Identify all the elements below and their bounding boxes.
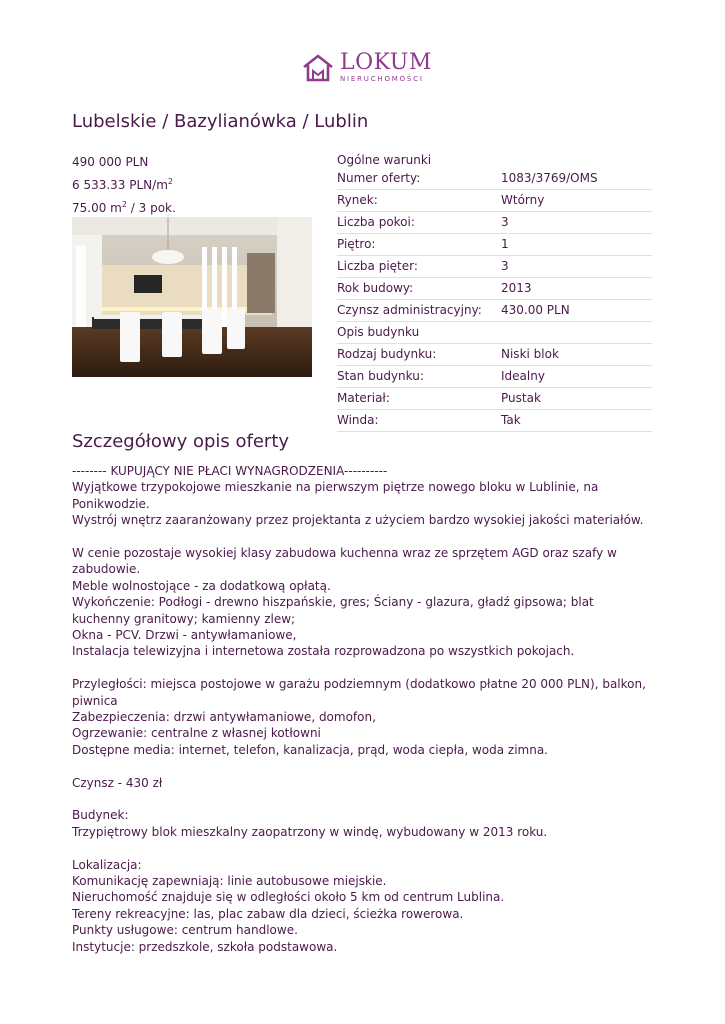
spec-row xyxy=(337,278,652,300)
spec-value: Tak xyxy=(501,413,521,427)
spec-value: 430.00 PLN xyxy=(501,303,570,317)
spec-label: Rynek: xyxy=(337,193,378,207)
paragraph-gap xyxy=(72,529,652,545)
spec-value: Niski blok xyxy=(501,347,559,361)
price-block xyxy=(72,152,176,218)
description-heading: Szczegółowy opis oferty xyxy=(72,431,290,452)
spec-label: Piętro: xyxy=(337,237,376,251)
logo-subtitle: NIERUCHOMOŚCI xyxy=(340,75,424,83)
spec-label: Czynsz administracyjny: xyxy=(337,303,482,317)
spec-label: Winda: xyxy=(337,413,379,427)
specs-heading: Ogólne warunki xyxy=(337,153,432,167)
spec-label: Materiał: xyxy=(337,391,390,405)
spec-label: Rok budowy: xyxy=(337,281,414,295)
spec-label: Liczba pokoi: xyxy=(337,215,415,229)
spec-label: Rodzaj budynku: xyxy=(337,347,437,361)
spec-value xyxy=(501,322,652,343)
logo-wordmark: LOKUM xyxy=(340,50,432,75)
spec-row xyxy=(337,256,652,278)
spec-value: Idealny xyxy=(501,369,545,383)
page-title: Lubelskie / Bazylianówka / Lublin xyxy=(72,111,369,132)
house-logo-icon xyxy=(302,54,334,82)
spec-row xyxy=(337,410,652,432)
paragraph-gap xyxy=(72,791,652,807)
spec-value: Wtórny xyxy=(501,193,545,207)
spec-value: 3 xyxy=(501,215,509,229)
description-paragraph: Czynsz - 430 zł xyxy=(72,775,163,790)
spec-label: Numer oferty: xyxy=(337,171,421,185)
interior-photo-illustration xyxy=(72,217,312,377)
spec-row xyxy=(337,344,652,366)
spec-value: 1083/3769/OMS xyxy=(501,171,598,185)
spec-row xyxy=(337,366,652,388)
total-price: 490 000 PLN xyxy=(72,155,149,169)
property-photo xyxy=(72,217,312,377)
paragraph-gap xyxy=(72,840,652,856)
description-paragraph: Przyległości: miejsca postojowe w garażu podziemnym (dodatkowo płatne 20 000 PLN), balkon, piwnica Zabezpieczenia: drzwi antywłamaniowe, domofon, Ogrzewanie: centralne z własnej kotłowni Dostępne media: internet, telefon, kanalizacja, prąd, woda ciepła, woda zimna. xyxy=(72,677,646,757)
spec-value: 2013 xyxy=(501,281,532,295)
spec-row xyxy=(337,322,652,344)
logo xyxy=(302,52,432,83)
spec-row xyxy=(337,190,652,212)
spec-label: Stan budynku: xyxy=(337,369,424,383)
spec-row xyxy=(337,212,652,234)
spec-value: Pustak xyxy=(501,391,541,405)
paragraph-gap xyxy=(72,758,652,774)
description-paragraph: Lokalizacja: Komunikację zapewniają: linie autobusowe miejskie. Nieruchomość znajduje się w odległości około 5 km od centrum Lublina. Tereny rekreacyjne: las, plac zabaw dla dzieci, ścieżka rowerowa. Punkty usługowe: centrum handlowe. Instytucje: przedszkole, szkoła podstawowa. xyxy=(72,857,505,954)
description-paragraph: -------- KUPUJĄCY NIE PŁACI WYNAGRODZENIA---------- Wyjątkowe trzypokojowe mieszkanie na pierwszym piętrze nowego bloku w Lublinie, na Ponikwodzie. Wystrój wnętrz zaaranżowany przez projektanta z użyciem bardzo wysokiej jakości materiałów. xyxy=(72,464,644,528)
spec-value: 3 xyxy=(501,259,509,273)
description-paragraph: Budynek: Trzypiętrowy blok mieszkalny zaopatrzony w windę, wybudowany w 2013 roku. xyxy=(72,808,548,839)
area-rooms: 75.00 $m^2 / 3$ pok. xyxy=(72,200,176,215)
spec-row xyxy=(337,234,652,256)
spec-row xyxy=(337,168,652,190)
spec-row xyxy=(337,300,652,322)
price-per-m2: 6 533.33 PLN/$m^2$ xyxy=(72,177,173,192)
paragraph-gap xyxy=(72,660,652,676)
spec-value: 1 xyxy=(501,237,509,251)
description-paragraph: W cenie pozostaje wysokiej klasy zabudowa kuchenna wraz ze sprzętem AGD oraz szafy w zabudowie. Meble wolnostojące - za dodatkową opłatą. Wykończenie: Podłogi - drewno hiszpańskie, gres; Ściany - glazura, gładź gipsowa; blat kuchenny granitowy; kamienny zlew; Okna - PCV. Drzwi - antywłamaniowe, Instalacja telewizyjna i internetowa została rozprowadzona po wszystkich pokojach. xyxy=(72,546,617,659)
spec-label: Liczba pięter: xyxy=(337,259,418,273)
spec-row xyxy=(337,388,652,410)
spec-label: Opis budynku xyxy=(337,325,420,339)
description-body xyxy=(72,463,652,955)
general-conditions xyxy=(337,152,652,432)
